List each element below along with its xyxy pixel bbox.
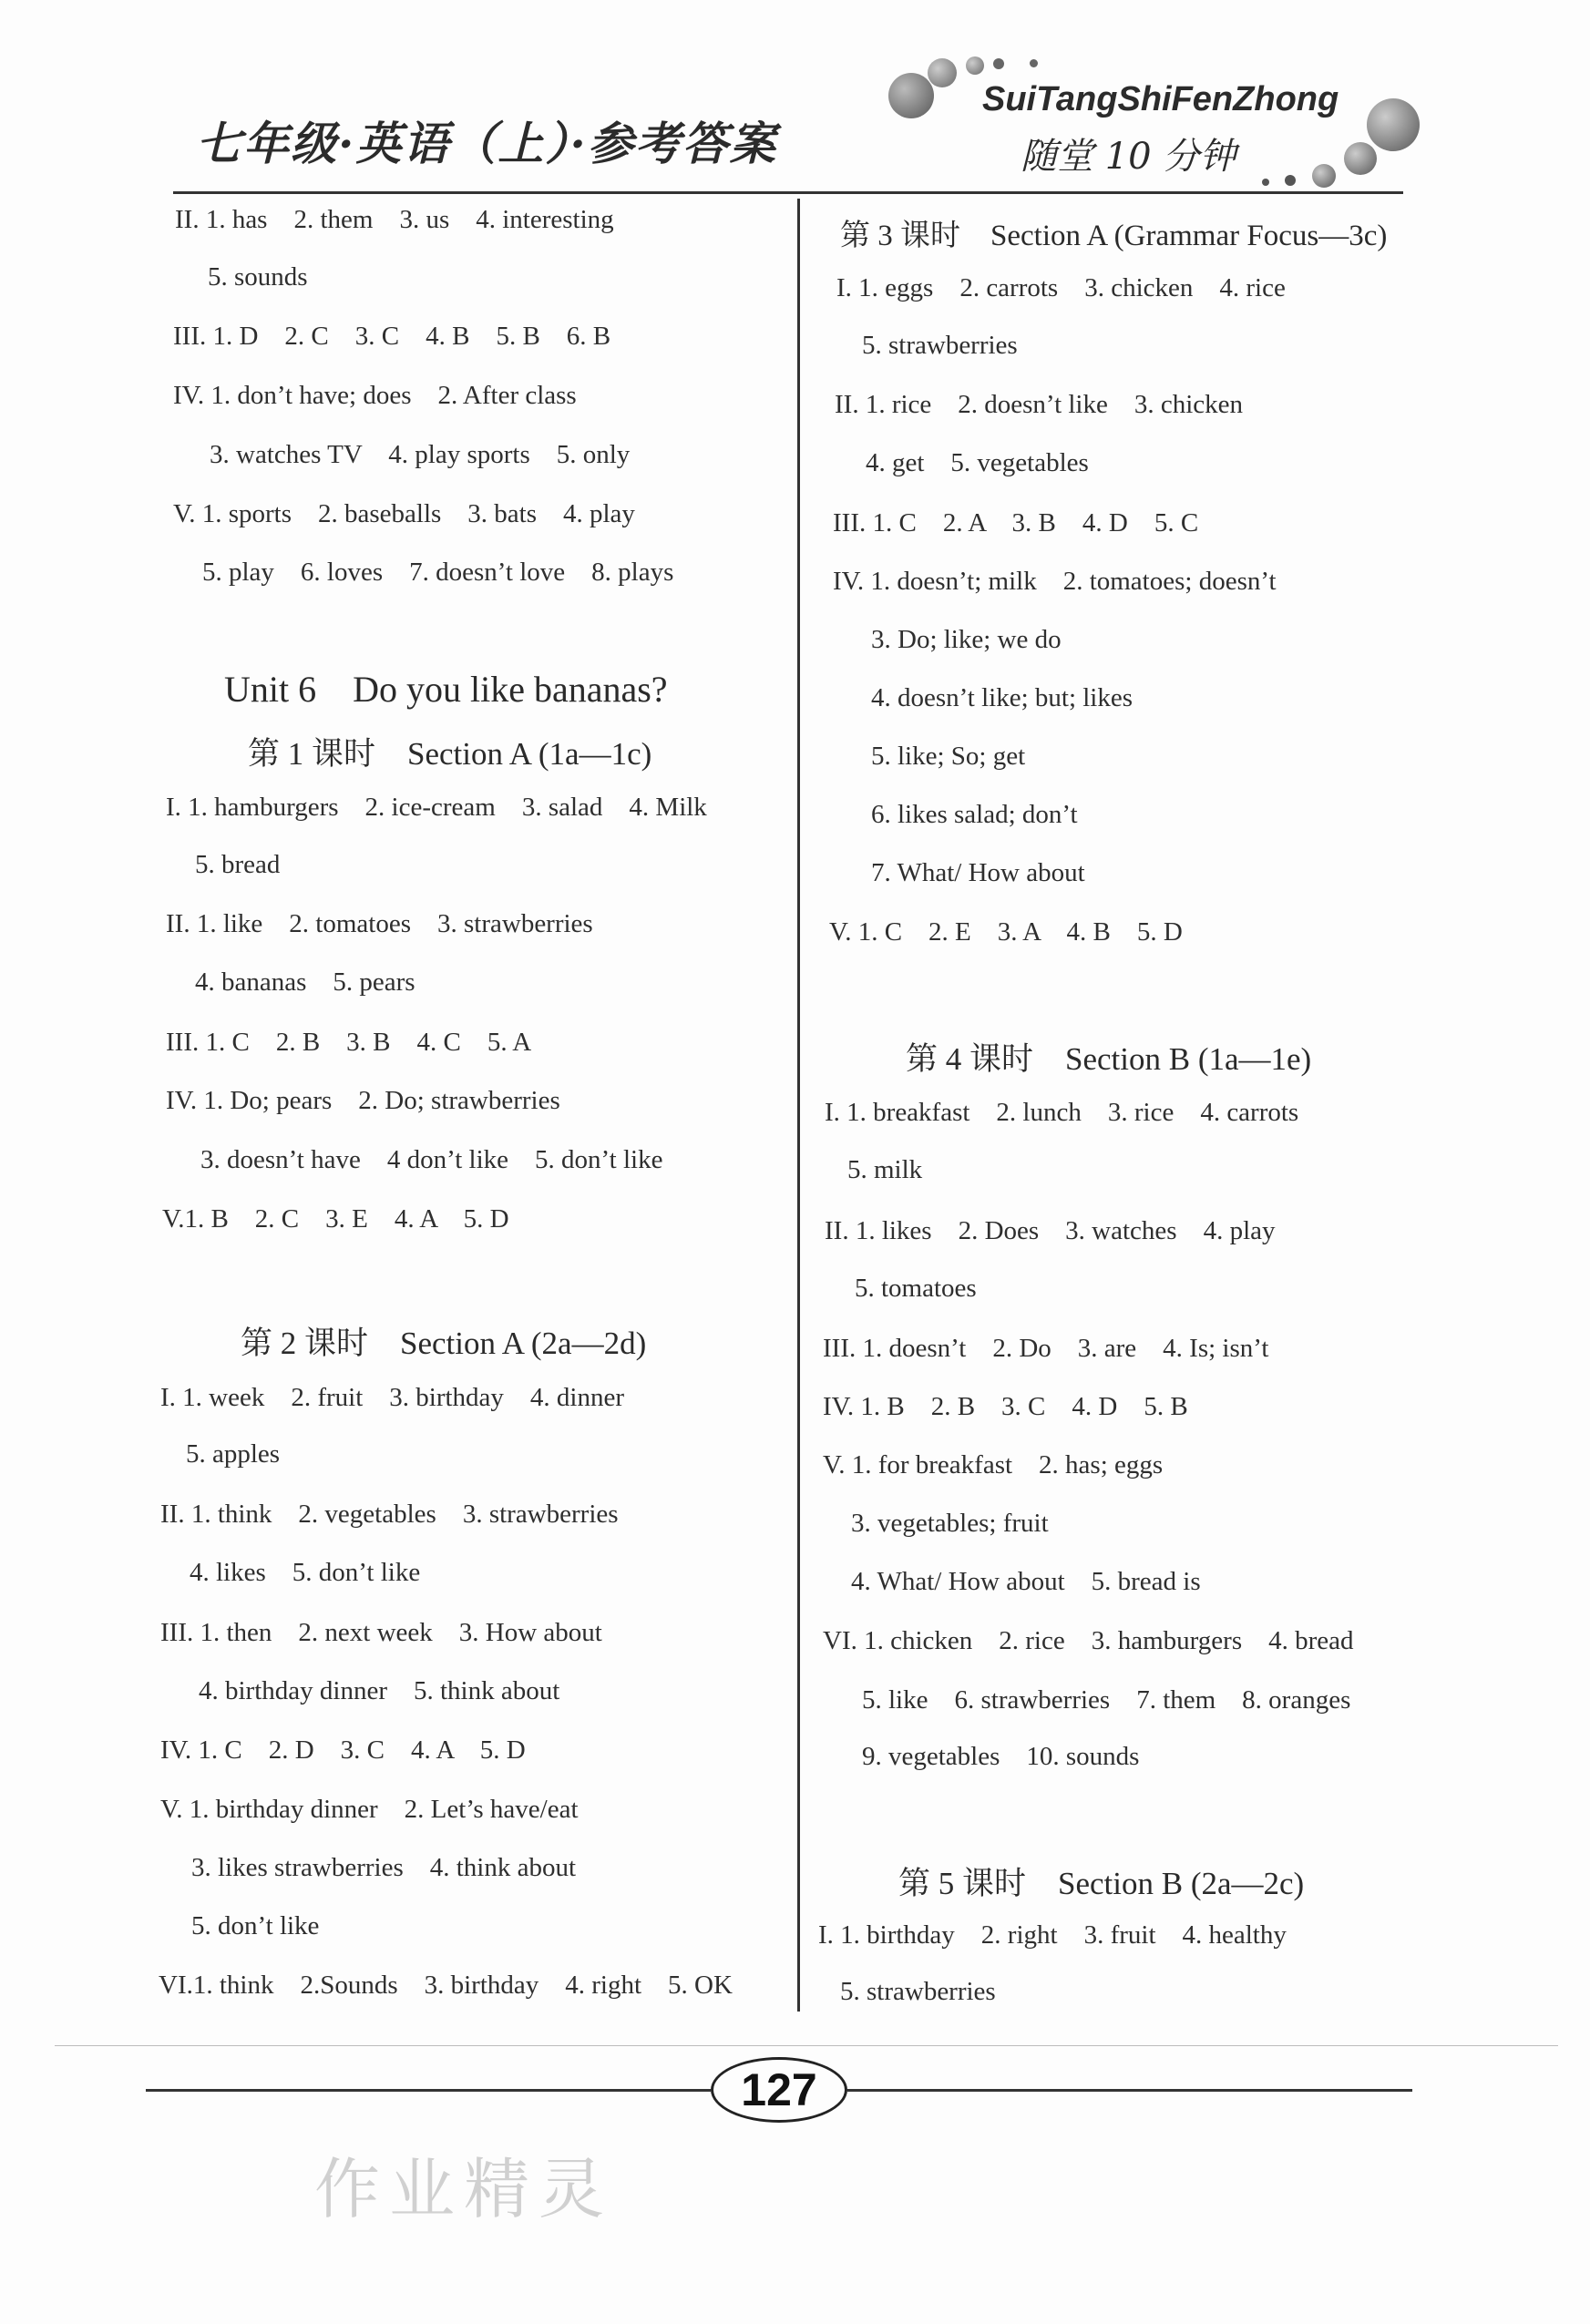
answer-line: 4. bananas 5. pears (195, 967, 415, 997)
answer-line: II. 1. likes 2. Does 3. watches 4. play (825, 1216, 1276, 1245)
answer-line: I. 1. birthday 2. right 3. fruit 4. healthy (818, 1920, 1287, 1950)
decorative-dot (888, 73, 934, 118)
answer-line: 5. strawberries (862, 331, 1018, 360)
answer-line: I. 1. eggs 2. carrots 3. chicken 4. rice (836, 273, 1286, 302)
answer-line: II. 1. has 2. them 3. us 4. interesting (175, 205, 614, 234)
answer-line: II. 1. rice 2. doesn’t like 3. chicken (835, 390, 1244, 419)
answer-line: 4. likes 5. don’t like (190, 1558, 421, 1587)
answer-line: III. 1. doesn’t 2. Do 3. are 4. Is; isn’t (823, 1334, 1269, 1363)
answer-line: III. 1. D 2. C 3. C 4. B 5. B 6. B (173, 322, 611, 351)
section-heading: 第 5 课时 Section B (2a—2c) (898, 1866, 1305, 1901)
footer-rule (847, 2089, 1412, 2092)
answer-line: 9. vegetables 10. sounds (862, 1742, 1140, 1771)
answer-line: 4. What/ How about 5. bread is (851, 1567, 1201, 1596)
column-divider (797, 199, 800, 2012)
decorative-dot (993, 58, 1004, 69)
answer-line: II. 1. like 2. tomatoes 3. strawberries (166, 909, 593, 938)
decorative-dot (966, 56, 984, 75)
decorative-dot (1262, 179, 1269, 186)
page-number: 127 (711, 2057, 847, 2123)
answer-line: 3. vegetables; fruit (851, 1509, 1049, 1538)
answer-line: 5. like; So; get (871, 742, 1026, 771)
decorative-dot (928, 58, 957, 87)
answer-line: 4. birthday dinner 5. think about (199, 1676, 560, 1705)
answer-line: IV. 1. C 2. D 3. C 4. A 5. D (160, 1735, 526, 1765)
header-divider (173, 191, 1403, 194)
answer-line: 5. milk (847, 1155, 923, 1184)
answer-line: 4. doesn’t like; but; likes (871, 683, 1134, 712)
answer-line: I. 1. hamburgers 2. ice-cream 3. salad 4. Milk (166, 793, 707, 822)
answer-line: II. 1. think 2. vegetables 3. strawberries (160, 1500, 619, 1529)
answer-line: 5. sounds (208, 262, 308, 292)
answer-line: 5. bread (195, 850, 281, 879)
page-title: 七年级·英语（上）·参考答案 (196, 117, 777, 170)
answer-line: I. 1. breakfast 2. lunch 3. rice 4. carrots (825, 1098, 1299, 1127)
answer-line: IV. 1. don’t have; does 2. After class (173, 381, 577, 410)
answer-line: V. 1. C 2. E 3. A 4. B 5. D (829, 917, 1183, 947)
watermark: 作业精灵 (314, 2151, 614, 2227)
answer-line: 5. don’t like (191, 1911, 320, 1940)
section-heading: 第 4 课时 Section B (1a—1e) (906, 1041, 1312, 1077)
answer-line: III. 1. C 2. A 3. B 4. D 5. C (833, 508, 1199, 537)
decorative-dot (1285, 175, 1296, 186)
answer-line: V.1. B 2. C 3. E 4. A 5. D (162, 1204, 509, 1234)
answer-line: IV. 1. doesn’t; milk 2. tomatoes; doesn’t (833, 567, 1277, 596)
answer-line: 3. watches TV 4. play sports 5. only (210, 440, 631, 469)
answer-line: V. 1. sports 2. baseballs 3. bats 4. play (173, 499, 635, 528)
section-heading: 第 2 课时 Section A (2a—2d) (241, 1326, 647, 1361)
answer-line: IV. 1. B 2. B 3. C 4. D 5. B (823, 1392, 1188, 1421)
answer-line: 3. Do; like; we do (871, 625, 1062, 654)
answer-line: 5. tomatoes (855, 1274, 977, 1303)
answer-line: 5. like 6. strawberries 7. them 8. oranges (862, 1685, 1351, 1715)
decorative-dot (1367, 98, 1420, 151)
section-heading: 第 1 课时 Section A (1a—1c) (248, 736, 652, 772)
answer-line: V. 1. birthday dinner 2. Let’s have/eat (160, 1795, 579, 1824)
answer-line: 5. apples (186, 1439, 281, 1469)
answer-line: 6. likes salad; don’t (871, 800, 1078, 829)
answer-line: IV. 1. Do; pears 2. Do; strawberries (166, 1086, 560, 1115)
brand-name-latin: SuiTangShiFenZhong (982, 80, 1339, 118)
answer-line: III. 1. C 2. B 3. B 4. C 5. A (166, 1028, 532, 1057)
answer-line: VI.1. think 2.Sounds 3. birthday 4. right 5. OK (159, 1971, 733, 2000)
footer-thin-rule (55, 2045, 1558, 2046)
answer-line: I. 1. week 2. fruit 3. birthday 4. dinner (160, 1383, 625, 1412)
brand-name-chinese: 随堂 10 分钟 (1021, 136, 1236, 178)
answer-line: 5. strawberries (840, 1977, 996, 2006)
answer-line: 4. get 5. vegetables (866, 448, 1089, 477)
answer-line: VI. 1. chicken 2. rice 3. hamburgers 4. bread (823, 1626, 1354, 1655)
footer-rule (146, 2089, 711, 2092)
decorative-dot (1030, 59, 1038, 67)
answer-line: 3. doesn’t have 4 don’t like 5. don’t like (200, 1145, 663, 1174)
answer-line: 7. What/ How about (871, 858, 1085, 887)
answer-line: 5. play 6. loves 7. doesn’t love 8. plays (202, 558, 674, 587)
answer-line: V. 1. for breakfast 2. has; eggs (823, 1450, 1164, 1479)
decorative-dot (1312, 164, 1336, 188)
answer-line: III. 1. then 2. next week 3. How about (160, 1618, 602, 1647)
unit-heading: Unit 6 Do you like bananas? (224, 669, 668, 710)
decorative-dot (1344, 142, 1377, 175)
answer-line: 3. likes strawberries 4. think about (191, 1853, 577, 1882)
section-heading: 第 3 课时 Section A (Grammar Focus—3c) (840, 220, 1388, 252)
